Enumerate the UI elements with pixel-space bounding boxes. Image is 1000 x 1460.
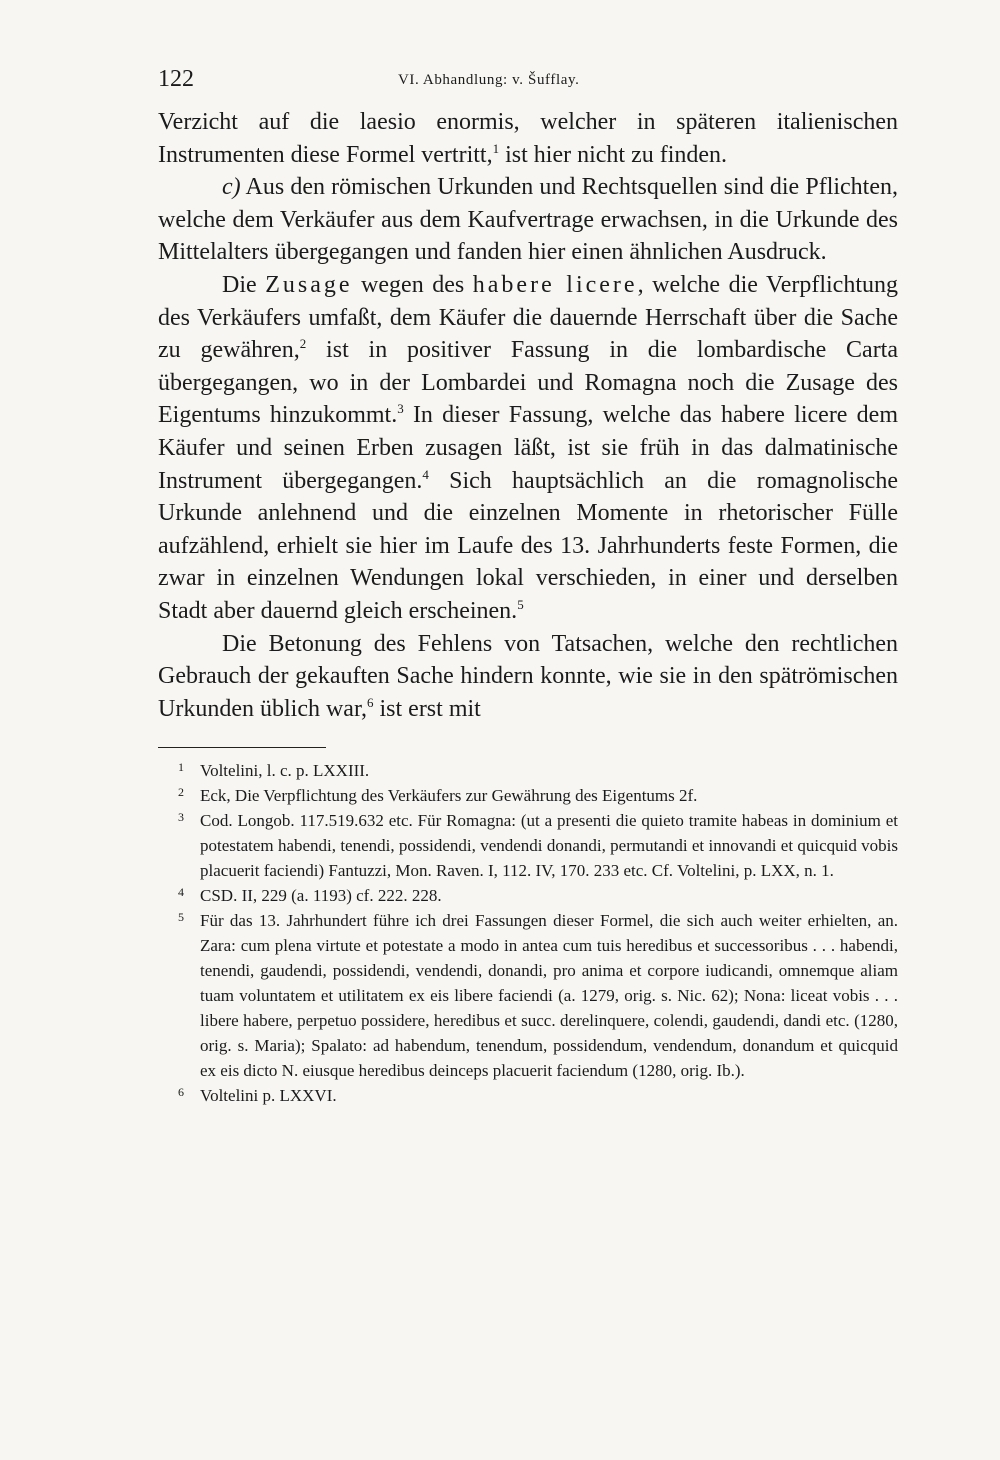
p4-part-b: ist erst mit [373,695,481,722]
footnote-text: Voltelini p. LXXVI. [200,1086,337,1106]
footnote-text: Eck, Die Verpflichtung des Verkäufers zur Gewährung des Eigentums 2f. [200,786,698,806]
p3-part-d: ist in positiver Fassung in die lombardische Carta übergegangen, wo in der Lombardei und Romagna noch die Zusage des Eigentums hinzukommt. [158,337,899,429]
footnote-ref-5[interactable]: 5 [517,596,524,612]
p4-part-a: Die Betonung des Fehlens von Tatsachen, welche den rechtlichen Gebrauch der gekauften Sache hindern konnte, wie sie in den spätrömischen Urkunden üblich war, [158,630,898,722]
footnote-ref-2[interactable]: 2 [299,336,307,352]
footnote [158,808,898,883]
footnote-mark: 4 [178,885,184,900]
p3-part-e: In dieser Fassung, welche das habere licere dem Käufer und seinen Erben zusagen läßt, ist sie früh in das dalmatinische Instrument übergegangen. [158,402,899,494]
footnotes [158,758,898,1108]
footnote-mark: 3 [178,810,184,825]
footnote-ref-4[interactable]: 4 [422,466,429,482]
footnote-ref-6[interactable]: 6 [366,694,374,710]
footnote [158,1083,898,1108]
footnote-divider [158,747,326,748]
paragraph-1-text: Verzicht auf die laesio enormis, welcher in späteren italienischen Instrumenten diese Formel vertritt, [158,109,898,168]
section-label: c) [222,174,241,201]
p3-part-b: wegen des [352,271,473,298]
page-number: 122 [158,66,194,92]
footnote-mark: 5 [178,910,184,925]
page-header [158,66,898,106]
p3-part-c: , welche die Verpflichtung des Verkäufers umfaßt, dem Käufer die dauernde Herrschaft über die Sache zu gewähren, [158,271,898,364]
footnote-text: CSD. II, 229 (a. 1193) cf. 222. 228. [200,886,442,906]
paragraph-3 [158,269,898,628]
spaced-term-zusage: Zusage [265,271,353,298]
book-page [158,66,898,1108]
paragraph-1 [158,106,898,171]
paragraph-2 [158,171,898,269]
footnote-text: Für das 13. Jahrhundert führe ich drei Fassungen dieser Formel, die sich auch weiter erhielten, an. Zara: cum plena virtute et potestate a modo in antea cum tuis heredibus et successoribus . . . habendi, tenendi, gaudendi, possidendi, vendendi, donandi, pro anima et corpore iudicandi, omnemque aliam tuam voluntatem et utilitatem ex eis libere faciendi (a. 1279, orig. s. Nic. 62); Nona: liceat vobis . . . libere habere, perpetuo possidere, heredibus et succ. derelinquere, colendi, gaudendi, dandi etc. (1280, orig. s. Maria); Spalato: ad habendum, tenendum, possidendum, vendendum, donandum et quicquid ex eis dicto N. eiusque heredibus deinceps placuerit faciendum (1280, orig. Ib.). [200,911,898,1081]
footnote-mark: 6 [178,1085,184,1100]
paragraph-2-text: Aus den römischen Urkunden und Rechtsquellen sind die Pflichten, welche dem Verkäufer aus dem Kaufvertrage erwachsen, in die Urkunde des Mittelalters übergegangen und fanden hier einen ähnlichen Ausdruck. [158,174,898,266]
footnote-mark: 1 [178,760,184,775]
footnote-ref-3[interactable]: 3 [397,401,404,417]
footnote [158,883,898,908]
p3-part-f: Sich hauptsächlich an die romagnolische Urkunde anlehnend und die einzelnen Momente in rhetorischer Fülle aufzählend, erhielt sie hier im Laufe des 13. Jahrhunderts feste Formen, die zwar in einzelnen Wendungen lokal verschieden, in einer und derselben Stadt aber dauernd gleich erscheinen. [158,467,898,624]
footnote-ref-1[interactable]: 1 [492,140,500,156]
main-text [158,106,898,725]
running-head: VI. Abhandlung: v. Šufflay. [398,72,580,88]
footnote-text: Cod. Longob. 117.519.632 etc. Für Romagna: (ut a presenti die quieto tramite habeas in dominium et potestatem habendi, tenendi, possidendi, vendendi donandi, permutandi et innovandi et quicquid vobis placuerit faciendi) Fantuzzi, Mon. Raven. I, 112. IV, 170. 233 etc. Cf. Voltelini, p. LXX, n. 1. [200,811,898,881]
spaced-term-habere-licere: habere licere [472,271,638,298]
footnote [158,908,898,1083]
footnote [158,783,898,808]
paragraph-4 [158,628,898,726]
footnote [158,758,898,783]
p3-part-a: Die [222,271,266,298]
footnote-text: Voltelini, l. c. p. LXXIII. [200,761,370,781]
footnote-mark: 2 [178,785,184,800]
paragraph-1-end: ist hier nicht zu finden. [499,141,728,168]
